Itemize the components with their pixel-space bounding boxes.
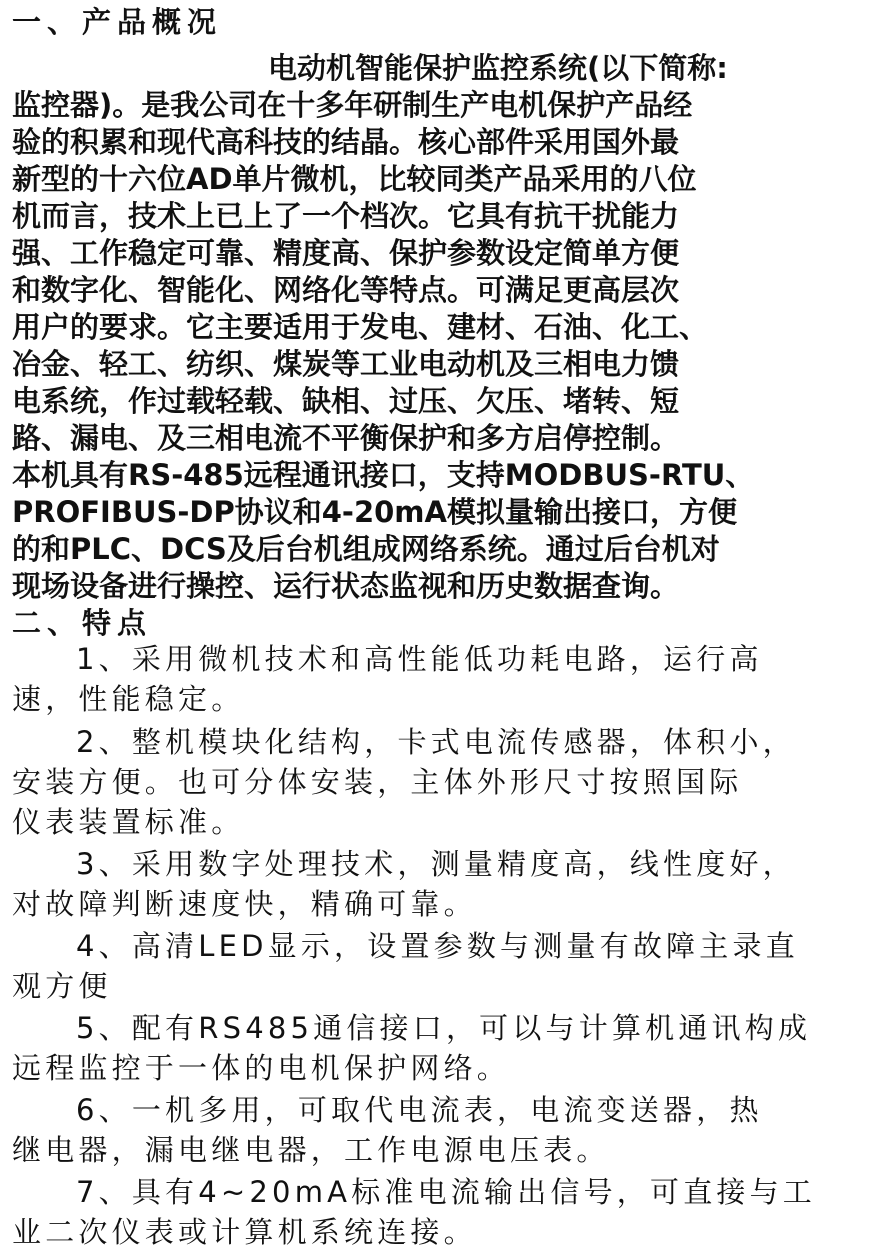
section1-line: 监控器)。是我公司在十多年研制生产电机保护产品经: [12, 88, 693, 122]
feature-line: 4、高清LED显示，设置参数与测量有故障主录直: [76, 929, 799, 963]
feature-line: 1、采用微机技术和高性能低功耗电路，运行高: [76, 642, 763, 676]
feature-line: 业二次仪表或计算机系统连接。: [12, 1215, 477, 1249]
feature-line: 安装方便。也可分体安装，主体外形尺寸按照国际: [12, 765, 743, 799]
section1-line: 机而言，技术上已上了一个档次。它具有抗干扰能力: [12, 199, 680, 233]
section1-line: 冶金、轻工、纺织、煤炭等工业电动机及三相电力馈: [12, 347, 680, 381]
feature-line: 远程监控于一体的电机保护网络。: [12, 1051, 511, 1085]
section1-line: 和数字化、智能化、网络化等特点。可满足更高层次: [12, 273, 680, 307]
section2-heading: 二、特点: [12, 606, 153, 640]
feature-line: 2、整机模块化结构，卡式电流传感器，体积小，: [76, 725, 796, 759]
feature-line: 5、配有RS485通信接口，可以与计算机通讯构成: [76, 1011, 812, 1045]
section1-line: 用户的要求。它主要适用于发电、建材、石油、化工、: [12, 310, 709, 344]
feature-line: 7、具有4~20mA标准电流输出信号，可直接与工: [76, 1175, 816, 1209]
section1-line: 现场设备进行操控、运行状态监视和历史数据查询。: [12, 569, 680, 603]
section1-line: 电系统，作过载轻载、缺相、过压、欠压、堵转、短: [12, 384, 680, 418]
section1-line: PROFIBUS-DP协议和4-20mA模拟量输出接口，方便: [12, 495, 737, 529]
feature-line: 速，性能稳定。: [12, 682, 245, 716]
feature-line: 仪表装置标准。: [12, 805, 245, 839]
feature-line: 6、一机多用，可取代电流表，电流变送器，热: [76, 1093, 763, 1127]
section1-line: 新型的十六位AD单片微机，比较同类产品采用的八位: [12, 162, 697, 196]
section1-line: 强、工作稳定可靠、精度高、保护参数设定简单方便: [12, 236, 680, 270]
section1-line: 的和PLC、DCS及后台机组成网络系统。通过后台机对: [12, 532, 720, 566]
section1-heading: 一、产品概况: [12, 5, 223, 39]
feature-line: 对故障判断速度快，精确可靠。: [12, 887, 477, 921]
feature-line: 继电器，漏电继电器，工作电源电压表。: [12, 1133, 610, 1167]
section1-line: 本机具有RS-485远程通讯接口，支持MODBUS-RTU、: [12, 458, 755, 492]
section1-line: 电动机智能保护监控系统(以下简称:: [268, 51, 728, 85]
section1-line: 路、漏电、及三相电流不平衡保护和多方启停控制。: [12, 421, 680, 455]
feature-line: 3、采用数字处理技术，测量精度高，线性度好，: [76, 847, 796, 881]
section1-line: 验的积累和现代高科技的结晶。核心部件采用国外最: [12, 125, 680, 159]
feature-line: 观方便: [12, 969, 112, 1003]
